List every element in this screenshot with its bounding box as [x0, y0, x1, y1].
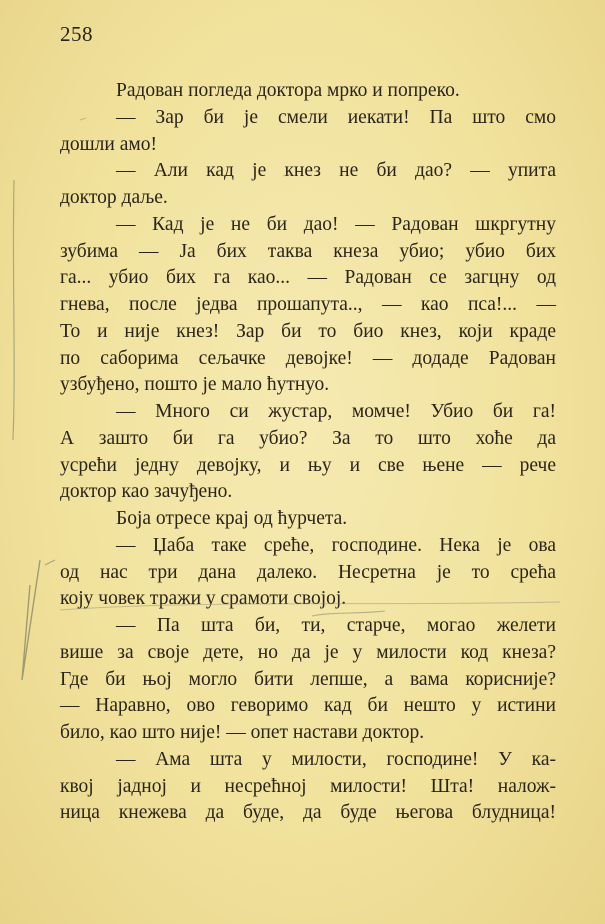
- body-text: [60, 78, 556, 827]
- text-line: Где би њој могло бити лепше, а вама корисније?: [60, 668, 556, 690]
- text-line: — Џаба таке среће, господине. Нека је ова: [116, 534, 556, 556]
- text-line: доктор даље.: [60, 187, 168, 208]
- text-line: више за своје дете, но да је у милости код кнеза?: [60, 641, 556, 663]
- page-number: 258: [60, 22, 93, 46]
- text-line: — Па шта би, ти, старче, могао желети: [116, 615, 556, 636]
- text-line: га... убио бих га као... — Радован се загцну од: [60, 267, 556, 289]
- text-line: — Али кад је кнез не би дао? — упита: [116, 160, 556, 182]
- text-line: Радован погледа доктора мрко и попреко.: [116, 80, 460, 101]
- text-line: коју човек тражи у срамоти својој.: [60, 588, 347, 610]
- text-line: зубима — Ја бих таква кнеза убио; убио бих: [60, 240, 556, 262]
- text-line: А зашто би га убио? За то што хоће да: [60, 427, 556, 449]
- text-line: — Кад је не би дао! — Радован шкргутну: [116, 213, 556, 235]
- text-line: квој јадној и несрећној милости! Шта! налож-: [60, 775, 556, 797]
- text-line: — Зар би је смели иекати! Па што смо: [116, 106, 556, 128]
- text-line: Боја отресе крај од ћурчета.: [116, 508, 348, 529]
- text-line: То и није кнез! Зар би то био кнез, који краде: [60, 320, 556, 342]
- text-line: по саборима сељачке девојке! — додаде Радован: [60, 347, 556, 369]
- text-line: узбуђено, пошто је мало ћутнуо.: [60, 374, 330, 396]
- text-line: — Наравно, ово геворимо кад би нешто у истини: [60, 695, 556, 717]
- text-line: — Много си жустар, момче! Убио би га!: [116, 401, 556, 422]
- text-line: дошли амо!: [60, 133, 157, 155]
- text-line: усрећи једну девојку, и њу и све њене — рече: [60, 454, 556, 476]
- text-line: — Ама шта у милости, господине! У ка-: [116, 748, 556, 770]
- text-line: било, као што није! — опет настави доктор.: [60, 722, 425, 743]
- text-line: ница кнежева да буде, да буде његова блудница!: [60, 802, 556, 824]
- text-line: доктор као зачуђено.: [60, 481, 233, 503]
- text-line: гнева, после једва прошапута.., — као пса!... —: [60, 294, 556, 315]
- text-line: од нас три дана далеко. Несретна је то срећа: [60, 561, 556, 583]
